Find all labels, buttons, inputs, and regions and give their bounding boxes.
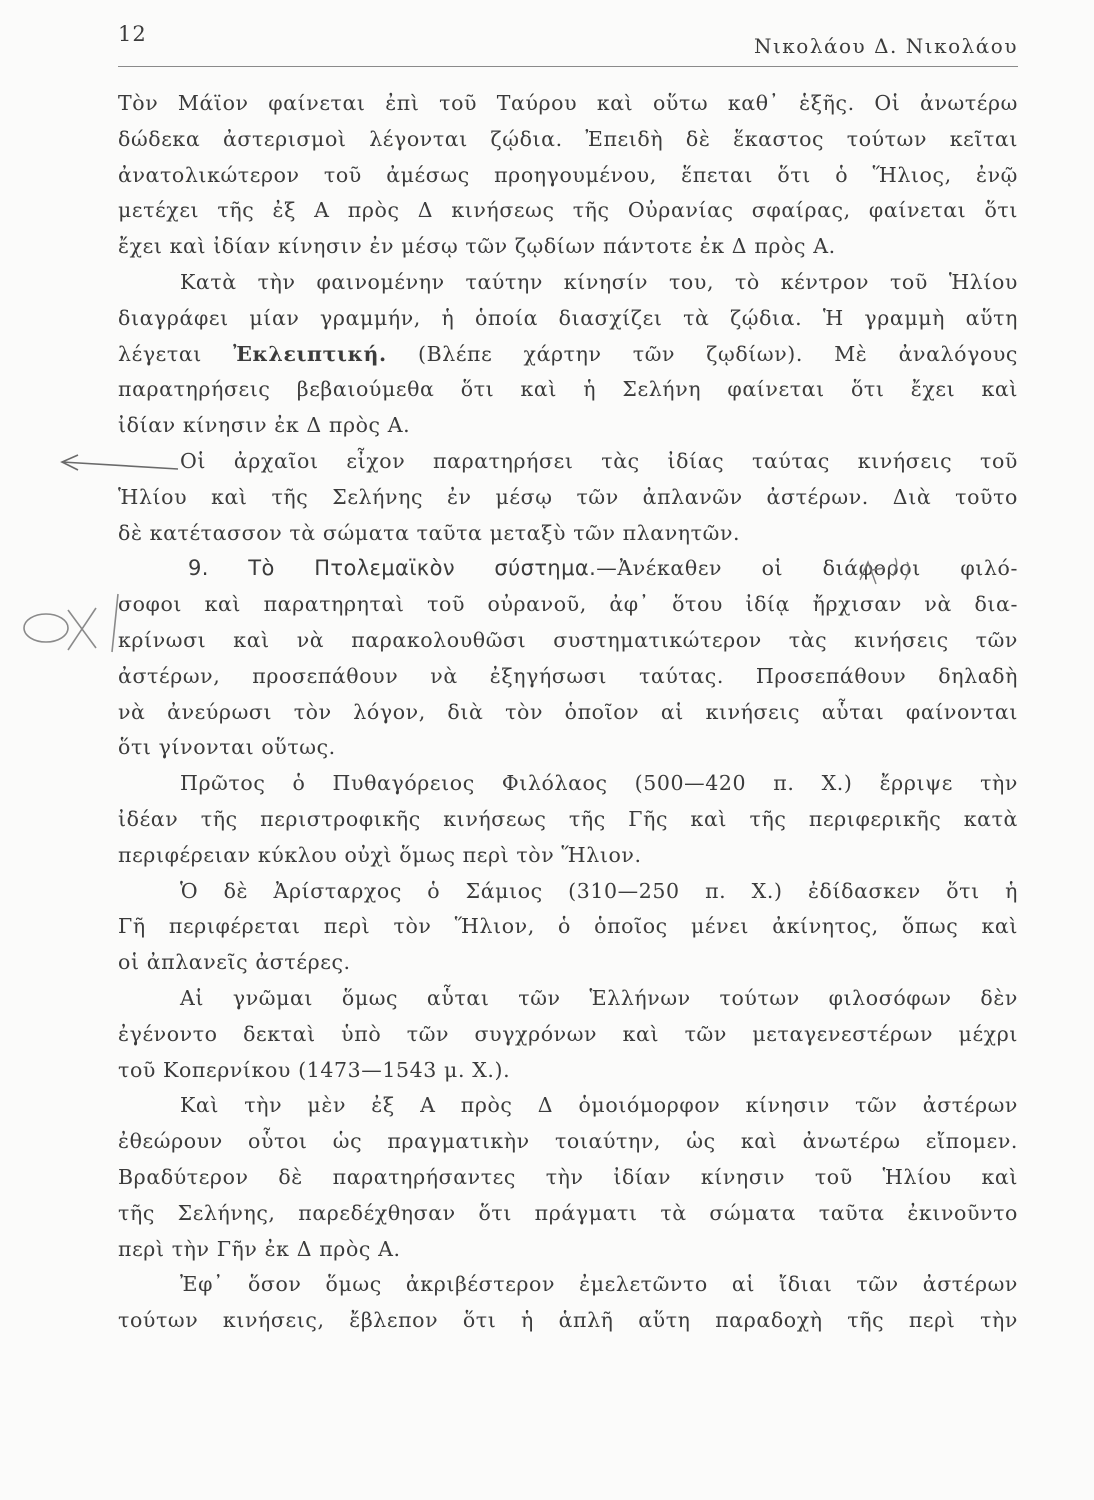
- text-line: Ἐφ᾽ ὅσον ὅμως ἀκριβέστερον ἐμελετῶντο αἱ ἴδιαι τῶν ἀστέρων: [180, 1272, 1018, 1297]
- text-line: Πρῶτος ὁ Πυθαγόρειος Φιλόλαος (500—420 π. Χ.) ἔρριψε τὴν: [180, 771, 1018, 796]
- text-line: περὶ τὴν Γῆν ἐκ Δ πρὸς Α.: [118, 1236, 401, 1261]
- section-heading: 9. Τὸ Πτολεμαϊκὸν σύστημα.: [188, 556, 597, 581]
- text-line: ἰδέαν τῆς περιστροφικῆς κινήσεως τῆς Γῆς καὶ τῆς περιφερικῆς κατὰ: [118, 806, 1018, 831]
- text-line: Γῆ περιφέρεται περὶ τὸν Ἥλιον, ὁ ὁποῖος μένει ἀκίνητος, ὅπως καὶ: [118, 914, 1018, 939]
- text-line: τούτων κινήσεις, ἔβλεπον ὅτι ἡ ἁπλῆ αὕτη παραδοχὴ τῆς περὶ τὴν: [118, 1308, 1018, 1333]
- text-line: Τὸν Μάϊον φαίνεται ἐπὶ τοῦ Ταύρου καὶ οὕτω καθ᾽ ἑξῆς. Οἱ ἀνωτέρω: [118, 91, 1018, 115]
- text-line: μετέχει τῆς ἐξ Α πρὸς Δ κινήσεως τῆς Οὐρανίας σφαίρας, φαίνεται ὅτι: [118, 198, 1018, 223]
- margin-ox-mark: [24, 594, 118, 652]
- text-line: οἱ ἀπλανεῖς ἀστέρες.: [118, 950, 351, 975]
- page-number: 12: [118, 22, 147, 46]
- text-line: ἀστέρων, προσεπάθουν νὰ ἐξηγήσωσι ταύτας. Προσεπάθουν δηλαδὴ: [118, 663, 1018, 688]
- text-line: Βραδύτερον δὲ παρατηρήσαντες τὴν ἰδίαν κίνησιν τοῦ Ἡλίου καὶ: [118, 1164, 1018, 1189]
- text-line: [118, 337, 1018, 373]
- text-line: δὲ κατέτασσον τὰ σώματα ταῦτα μεταξὺ τῶν πλανητῶν.: [118, 520, 741, 545]
- text-line: ἐγένοντο δεκταὶ ὑπὸ τῶν συγχρόνων καὶ τῶν μεταγενεστέρων μέχρι: [118, 1021, 1018, 1046]
- text-line: Ὁ δὲ Ἀρίσταρχος ὁ Σάμιος (310—250 π. Χ.) ἐδίδασκεν ὅτι ἡ: [180, 878, 1018, 903]
- text-line: τῆς Σελήνης, παρεδέχθησαν ὅτι πράγματι τὰ σώματα ταῦτα ἐκινοῦντο: [118, 1200, 1018, 1225]
- term-eklieptiki: Ἐκλειπτική.: [233, 341, 387, 366]
- text-line: ἐθεώρουν οὗτοι ὡς πραγματικὴν τοιαύτην, ὡς καὶ ἀνωτέρω εἴπομεν.: [118, 1129, 1018, 1154]
- body-text: [118, 86, 1018, 1339]
- text-line: τοῦ Κοπερνίκου (1473—1543 μ. Χ.).: [118, 1057, 511, 1082]
- section-heading-line: [118, 551, 1018, 587]
- running-head: Νικολάου Δ. Νικολάου: [753, 34, 1018, 58]
- text-line: περιφέρειαν κύκλου οὐχὶ ὅμως περὶ τὸν Ἥλιον.: [118, 842, 642, 867]
- text-line: ὅτι γίνονται οὕτως.: [118, 735, 336, 760]
- text-line: ἔχει καὶ ἰδίαν κίνησιν ἐν μέσῳ τῶν ζῳδίων πάντοτε ἐκ Δ πρὸς Α.: [118, 234, 836, 259]
- text-segment: —Ἀνέκαθεν οἱ διάφοροι φιλό-: [596, 556, 1018, 581]
- text-line: παρατηρήσεις βεβαιούμεθα ὅτι καὶ ἡ Σελήνη φαίνεται ὅτι ἔχει καὶ: [118, 377, 1018, 402]
- text-segment: λέγεται: [118, 341, 234, 366]
- text-line: Αἱ γνῶμαι ὅμως αὗται τῶν Ἑλλήνων τούτων φιλοσόφων δὲν: [180, 985, 1018, 1010]
- text-line: Ἡλίου καὶ τῆς Σελήνης ἐν μέσῳ τῶν ἀπλανῶν ἀστέρων. Διὰ τοῦτο: [118, 484, 1018, 509]
- text-line: νὰ ἀνεύρωσι τὸν λόγον, διὰ τὸν ὁποῖον αἱ κινήσεις αὗται φαίνονται: [118, 699, 1018, 724]
- page-header: [118, 18, 1018, 67]
- text-line: κρίνωσι καὶ νὰ παρακολουθῶσι συστηματικώτερον τὰς κινήσεις τῶν: [118, 627, 1018, 652]
- text-line: Κατὰ τὴν φαινομένην ταύτην κίνησίν του, τὸ κέντρον τοῦ Ἡλίου: [180, 269, 1018, 294]
- text-line: δώδεκα ἀστερισμοὶ λέγονται ζῴδια. Ἐπειδὴ δὲ ἕκαστος τούτων κεῖται: [118, 126, 1018, 151]
- text-segment: (Βλέπε χάρτην τῶν ζῳδίων). Μὲ ἀναλόγους: [386, 341, 1018, 366]
- text-line: ἀνατολικώτερον τοῦ ἀμέσως προηγουμένου, ἕπεται ὅτι ὁ Ἥλιος, ἐνῷ: [118, 162, 1018, 187]
- text-line: Καὶ τὴν μὲν ἐξ Α πρὸς Δ ὁμοιόμορφον κίνησιν τῶν ἀστέρων: [180, 1093, 1018, 1118]
- text-line: σοφοι καὶ παρατηρηταὶ τοῦ οὐρανοῦ, ἀφ᾽ ὅτου ἰδίᾳ ἤρχισαν νὰ δια-: [118, 592, 1018, 617]
- text-line: Οἱ ἀρχαῖοι εἶχον παρατηρήσει τὰς ἰδίας ταύτας κινήσεις τοῦ: [180, 448, 1018, 473]
- text-line: ἰδίαν κίνησιν ἐκ Δ πρὸς Α.: [118, 413, 411, 438]
- text-line: διαγράφει μίαν γραμμήν, ἡ ὁποία διασχίζει τὰ ζῴδια. Ἡ γραμμὴ αὕτη: [118, 305, 1018, 330]
